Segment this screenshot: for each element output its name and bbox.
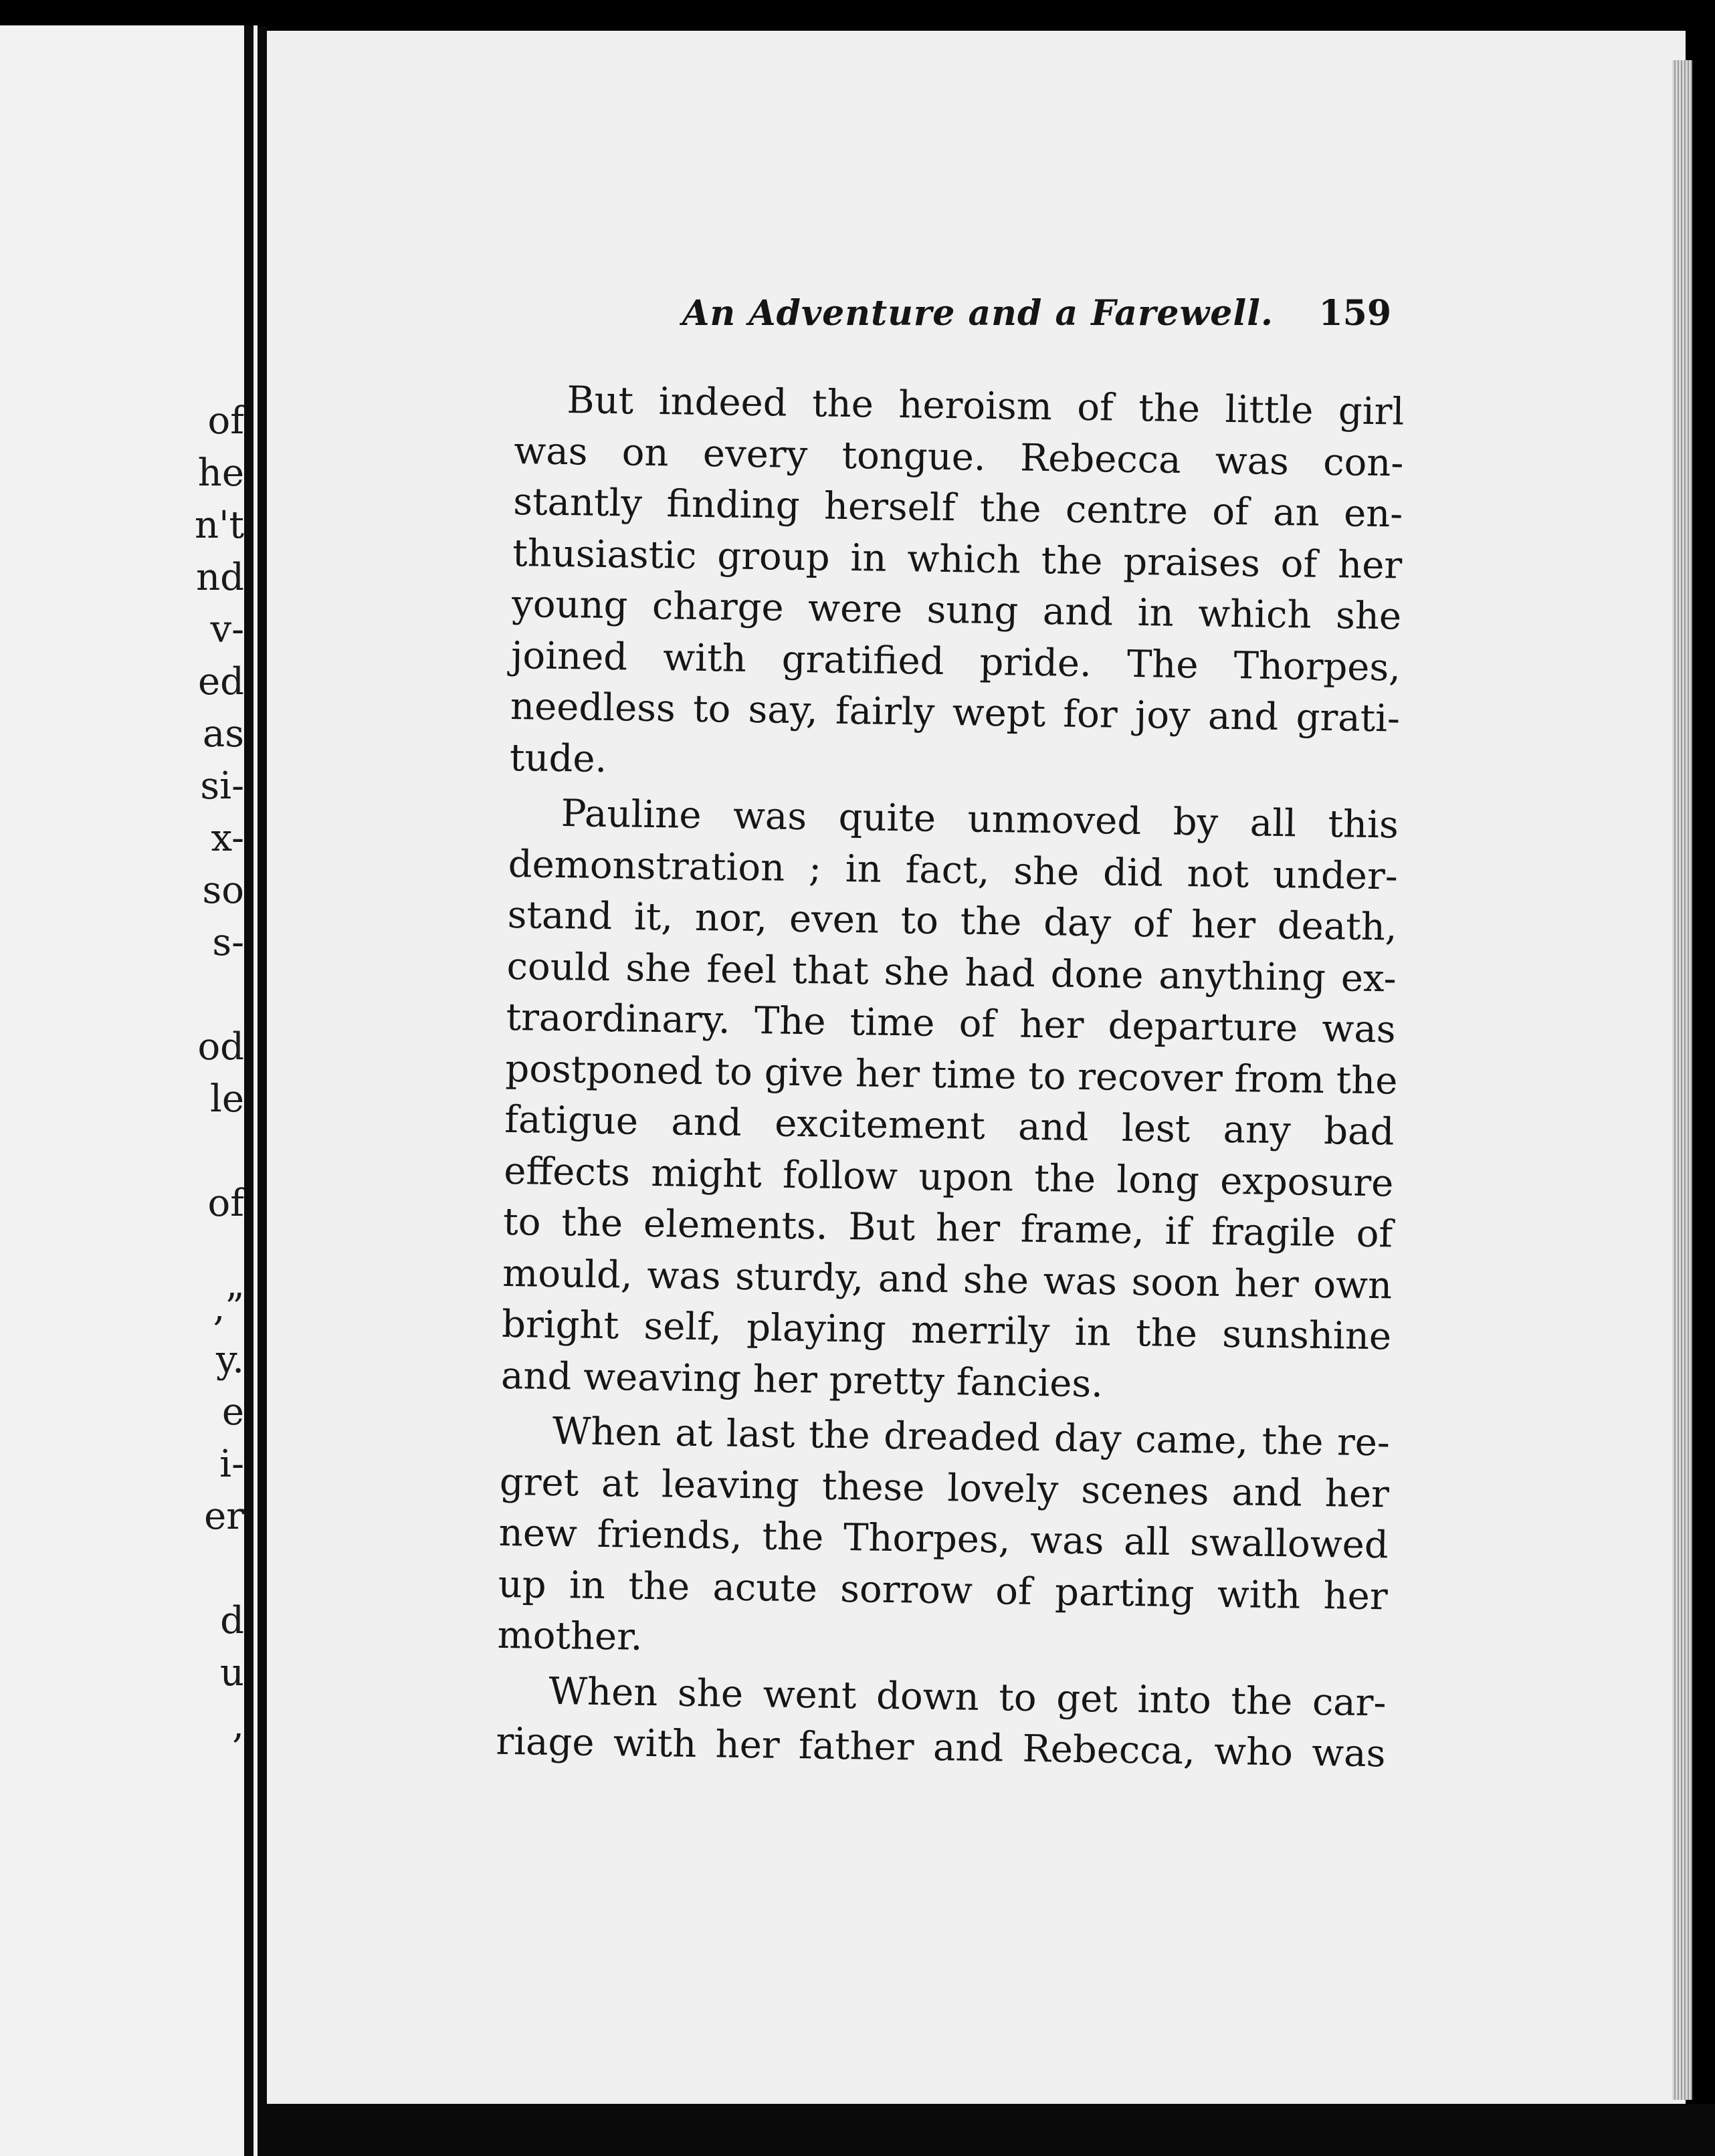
gutter-shadow-inner <box>258 27 267 2156</box>
margin-fragment: , <box>232 1703 244 1747</box>
text-line: mould, was sturdy, and she was soon her own <box>502 1251 1393 1307</box>
left-facing-page <box>0 25 244 2156</box>
text-line: joined with gratified pride. The Thorpes, <box>510 633 1401 690</box>
margin-fragment: e <box>221 1390 244 1434</box>
gutter-shadow <box>244 25 254 2156</box>
margin-fragment: d <box>220 1599 244 1642</box>
margin-fragment: of <box>207 399 244 443</box>
margin-fragment: nd <box>196 556 244 599</box>
margin-fragment: i- <box>219 1442 244 1486</box>
margin-fragment: x- <box>211 817 244 860</box>
text-line: postponed to give her time to recover from the <box>505 1047 1398 1103</box>
text-line: up in the acute sorrow of parting with her <box>498 1562 1389 1618</box>
margin-fragment: so <box>202 869 244 912</box>
text-line: gret at leaving these lovely scenes and her <box>499 1460 1390 1516</box>
text-line: was on every tongue. Rebecca was con- <box>513 429 1404 486</box>
margin-fragment: er <box>204 1495 244 1538</box>
text-line: thusiastic group in which the praises of her <box>512 531 1403 588</box>
text-line: needless to say, fairly wept for joy and grati- <box>510 684 1401 741</box>
text-line: new friends, the Thorpes, was all swallowed <box>498 1511 1389 1568</box>
text-line: When at last the dreaded day came, the re- <box>552 1409 1391 1465</box>
text-line: When she went down to get into the car- <box>548 1669 1387 1725</box>
text-line: and weaving her pretty fancies. <box>500 1354 1104 1406</box>
scan-border-bottom <box>267 2104 1715 2156</box>
text-line: stantly finding herself the centre of an en- <box>512 479 1403 536</box>
margin-fragment: y. <box>216 1338 244 1382</box>
running-head <box>682 293 1391 346</box>
margin-fragment: n't <box>195 504 244 547</box>
text-line: stand it, nor, even to the day of her death, <box>507 893 1398 950</box>
margin-fragment: he <box>197 451 244 495</box>
margin-fragment: v- <box>210 608 244 651</box>
text-line: could she feel that she had done anything ex- <box>506 944 1397 1000</box>
page-edges <box>1672 60 1692 2100</box>
margin-fragment: le <box>209 1077 244 1121</box>
text-line: Pauline was quite unmoved by all this <box>561 792 1399 847</box>
text-line: But indeed the heroism of the little girl <box>567 379 1405 434</box>
margin-fragment: as <box>202 712 244 756</box>
margin-fragment: u <box>219 1651 244 1695</box>
running-title: An Adventure and a Farewell. <box>682 293 1274 334</box>
margin-fragment: ,” <box>213 1286 244 1329</box>
text-line: demonstration ; in fact, she did not under- <box>508 842 1399 898</box>
text-line: to the elements. But her frame, if fragile of <box>502 1200 1393 1257</box>
text-line: effects might follow upon the long exposure <box>503 1149 1394 1205</box>
page-number: 159 <box>1318 293 1391 334</box>
text-line: young charge were sung and in which she <box>511 582 1402 639</box>
text-line: fatigue and excitement and lest any bad <box>504 1097 1395 1154</box>
margin-fragment: od <box>197 1025 244 1069</box>
text-line: mother. <box>497 1613 643 1659</box>
text-line: bright self, playing merrily in the sunshine <box>501 1302 1392 1359</box>
text-line: tude. <box>509 736 607 781</box>
margin-fragment: s- <box>212 921 244 964</box>
text-line: traordinary. The time of her departure was <box>506 995 1396 1052</box>
margin-fragment: ed <box>198 660 244 704</box>
text-line: riage with her father and Rebecca, who was <box>496 1719 1386 1776</box>
margin-fragment: of <box>207 1182 244 1225</box>
body-text <box>496 374 1405 1780</box>
margin-fragment: si- <box>200 764 244 808</box>
